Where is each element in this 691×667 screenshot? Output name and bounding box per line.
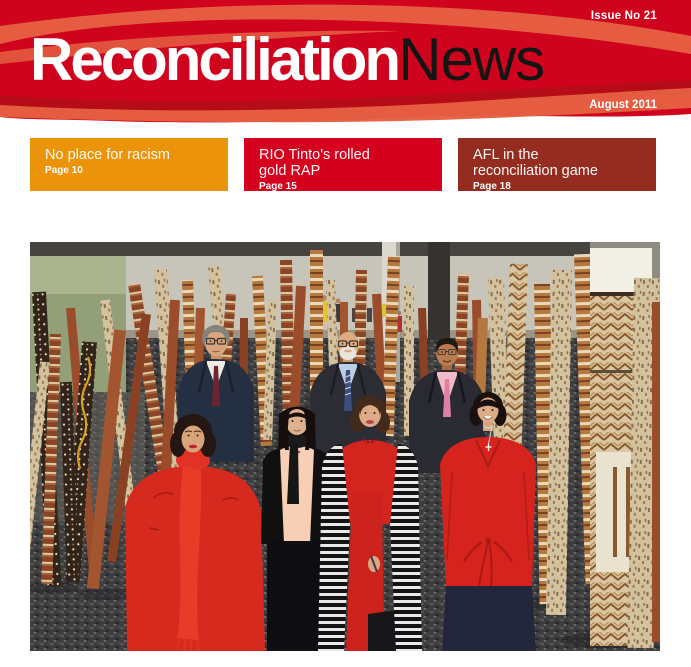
teaser-page-ref: Page 18 <box>473 181 511 192</box>
teaser-page-ref: Page 10 <box>45 165 83 176</box>
title-word-reconciliation: Reconciliation <box>30 26 399 93</box>
issue-number-label: Issue No 21 <box>590 10 657 22</box>
issue-date-label: August 2011 <box>589 99 657 111</box>
cover-photo <box>30 242 660 651</box>
teaser-title: No place for racism <box>45 147 170 163</box>
teaser-rio-tinto-rap[interactable] <box>244 138 442 191</box>
teaser-no-place-for-racism[interactable] <box>30 138 228 191</box>
teaser-page-ref: Page 15 <box>259 181 297 192</box>
teaser-afl-reconciliation[interactable] <box>458 138 656 191</box>
title-word-news: News <box>398 26 545 93</box>
magazine-title <box>30 26 545 93</box>
teaser-title: RIO Tinto's rolled gold RAP <box>259 147 370 179</box>
masthead-header <box>0 0 691 123</box>
teaser-title: AFL in the reconciliation game <box>473 147 598 179</box>
cover-teaser-strip <box>30 138 661 191</box>
